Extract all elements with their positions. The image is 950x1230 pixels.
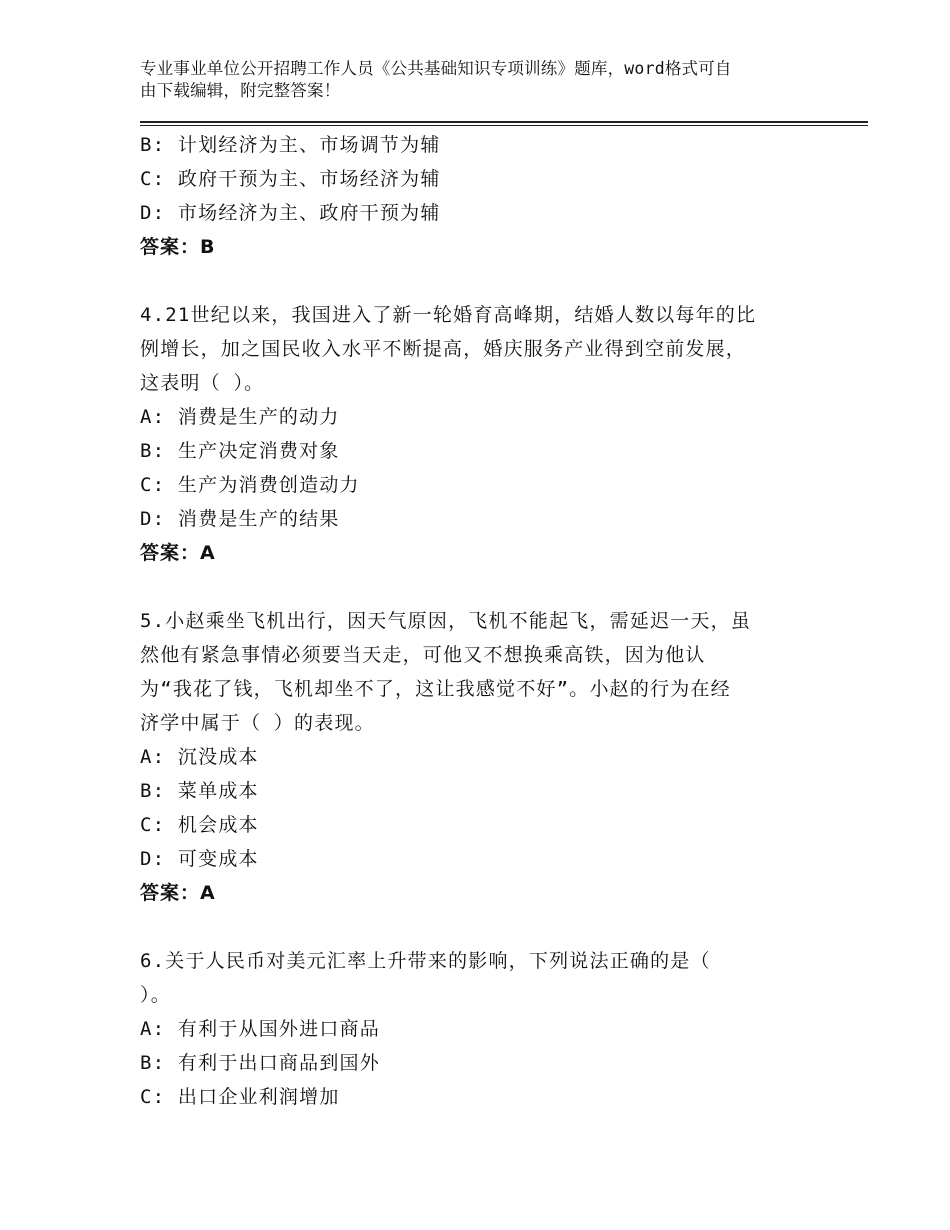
answer: 答案：A: [140, 542, 216, 564]
question-stem-line: 例增长，加之国民收入水平不断提高，婚庆服务产业得到空前发展，: [140, 338, 747, 360]
question-stem-line: 然他有紧急事情必须要当天走，可他又不想换乘高铁，因为他认: [140, 644, 706, 666]
option-c: C: 生产为消费创造动力: [140, 474, 360, 496]
question-5: [140, 604, 870, 910]
option-d: D: 可变成本: [140, 848, 259, 870]
header-line-2: 由下载编辑，附完整答案！: [140, 81, 341, 100]
header-rule-thick: [140, 121, 868, 123]
header-line-1: 专业事业单位公开招聘工作人员《公共基础知识专项训练》题库，word格式可自: [140, 59, 732, 78]
question-4: [140, 298, 870, 570]
option-b: B: 有利于出口商品到国外: [140, 1052, 380, 1074]
question-stem-line: 这表明（ ）。: [140, 372, 265, 394]
question-list: [140, 128, 870, 1114]
option-b: B: 计划经济为主、市场调节为辅: [140, 134, 441, 156]
question-stem-line: ）。: [140, 984, 171, 1006]
answer: 答案：B: [140, 236, 216, 258]
option-c: C: 政府干预为主、市场经济为辅: [140, 168, 441, 190]
option-b: B: 菜单成本: [140, 780, 259, 802]
question-stem-line: 为“我花了钱，飞机却坐不了，这让我感觉不好”。小赵的行为在经: [140, 678, 731, 700]
question-6: [140, 944, 870, 1114]
option-c: C: 出口企业利润增加: [140, 1086, 340, 1108]
spacer: [140, 910, 870, 944]
option-a: A: 有利于从国外进口商品: [140, 1018, 380, 1040]
option-a: A: 沉没成本: [140, 746, 259, 768]
question-stem-line: 4.21世纪以来，我国进入了新一轮婚育高峰期，结婚人数以每年的比: [140, 304, 757, 326]
option-b: B: 生产决定消费对象: [140, 440, 340, 462]
spacer: [140, 264, 870, 298]
option-d: D: 消费是生产的结果: [140, 508, 340, 530]
header-rule-thin: [140, 125, 868, 126]
question-stem-line: 济学中属于（ ）的表现。: [140, 712, 375, 734]
question-stem-line: 6.关于人民币对美元汇率上升带来的影响，下列说法正确的是（: [140, 950, 711, 972]
answer: 答案：A: [140, 882, 216, 904]
question-stem-line: 5.小赵乘坐飞机出行，因天气原因，飞机不能起飞，需延迟一天，虽: [140, 610, 752, 632]
option-c: C: 机会成本: [140, 814, 259, 836]
option-d: D: 市场经济为主、政府干预为辅: [140, 202, 441, 224]
spacer: [140, 570, 870, 604]
question-3-tail: [140, 128, 870, 264]
document-header: [140, 58, 800, 102]
option-a: A: 消费是生产的动力: [140, 406, 340, 428]
